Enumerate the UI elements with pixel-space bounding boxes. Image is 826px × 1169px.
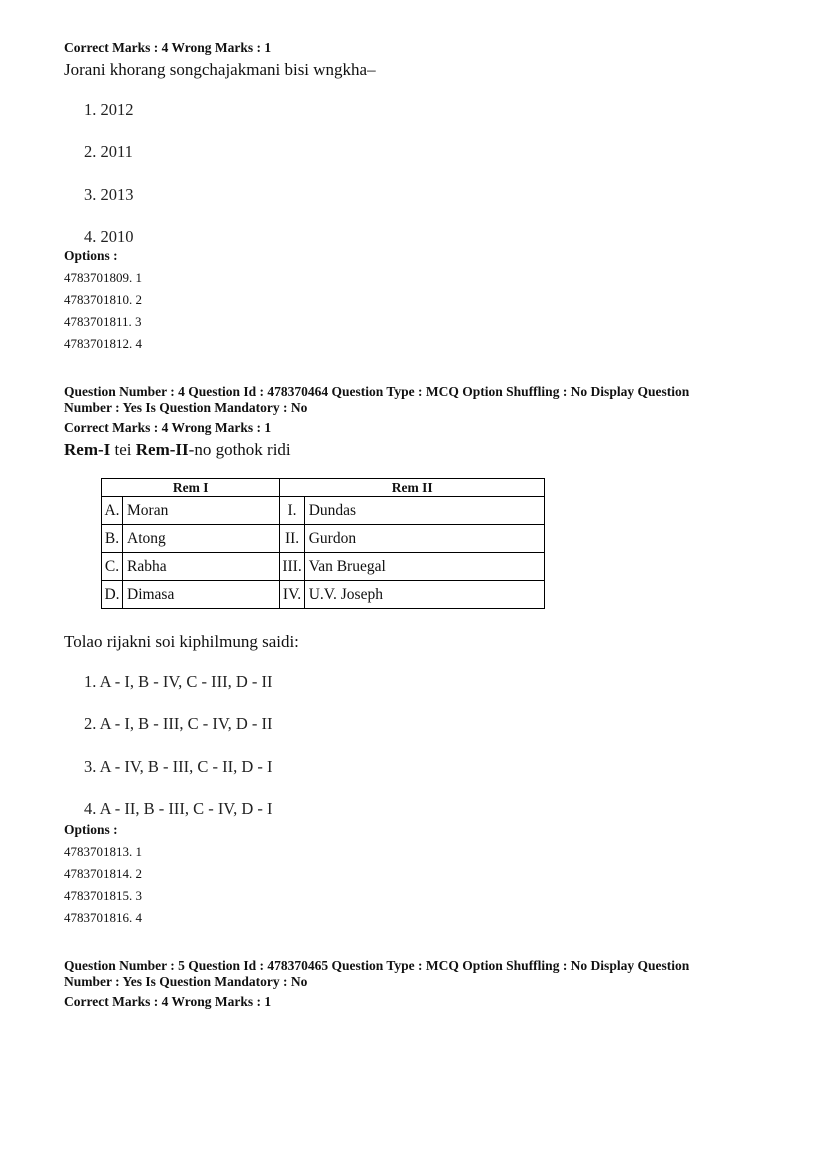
- q5-header-line-2: Number : Yes Is Question Mandatory : No: [64, 974, 308, 989]
- q4-choice-2: 2. A - I, B - III, C - IV, D - II: [84, 714, 273, 733]
- q3-choice-2: 2. 2011: [84, 142, 133, 161]
- q3-choice-3: 3. 2013: [84, 185, 134, 204]
- q4-header-line-2: Number : Yes Is Question Mandatory : No: [64, 400, 308, 415]
- table-header-row: [102, 479, 545, 497]
- q5-marks: Correct Marks : 4 Wrong Marks : 1: [64, 994, 272, 1009]
- q4-choice-3: 3. A - IV, B - III, C - II, D - I: [84, 757, 273, 776]
- row-value-1: Atong: [123, 525, 280, 553]
- row-value-2: Dundas: [304, 497, 544, 525]
- q4-option-id-1: 4783701813. 1: [64, 844, 142, 859]
- row-value-1: Dimasa: [123, 581, 280, 609]
- row-label-1: D.: [102, 581, 123, 609]
- row-label-2: IV.: [280, 581, 304, 609]
- row-label-2: I.: [280, 497, 304, 525]
- q4-choice-4: 4. A - II, B - III, C - IV, D - I: [84, 799, 273, 818]
- row-label-1: B.: [102, 525, 123, 553]
- q4-option-id-3: 4783701815. 3: [64, 888, 142, 903]
- q3-option-id-1: 4783701809. 1: [64, 270, 142, 285]
- q4-question-part-4: -no gothok ridi: [188, 440, 291, 459]
- row-value-2: Gurdon: [304, 525, 544, 553]
- q5-header-line-1: Question Number : 5 Question Id : 478370465 Question Type : MCQ Option Shuffling : No Display Question: [64, 958, 690, 973]
- row-label-1: A.: [102, 497, 123, 525]
- col-header-rem-1: Rem I: [102, 479, 280, 497]
- q4-choice-1: 1. A - I, B - IV, C - III, D - II: [84, 672, 273, 691]
- q4-question-part-1: Rem-I: [64, 440, 111, 459]
- matching-table: [101, 478, 545, 609]
- q4-marks: Correct Marks : 4 Wrong Marks : 1: [64, 420, 272, 435]
- table-row: [102, 497, 545, 525]
- q4-option-id-4: 4783701816. 4: [64, 910, 142, 925]
- q4-header-line-1: Question Number : 4 Question Id : 478370464 Question Type : MCQ Option Shuffling : No Display Question: [64, 384, 690, 399]
- table-row: [102, 581, 545, 609]
- q3-option-id-3: 4783701811. 3: [64, 314, 142, 329]
- row-value-2: Van Bruegal: [304, 553, 544, 581]
- q4-option-id-2: 4783701814. 2: [64, 866, 142, 881]
- row-label-1: C.: [102, 553, 123, 581]
- table-row: [102, 525, 545, 553]
- q3-choice-4: 4. 2010: [84, 227, 134, 246]
- q3-option-id-2: 4783701810. 2: [64, 292, 142, 307]
- q4-question-text: [64, 440, 291, 460]
- row-value-1: Rabha: [123, 553, 280, 581]
- q4-question-part-2: tei: [110, 440, 136, 459]
- q4-question-part-3: Rem-II: [135, 440, 189, 459]
- q4-options-label: Options :: [64, 822, 118, 837]
- q3-marks: Correct Marks : 4 Wrong Marks : 1: [64, 40, 272, 55]
- col-header-rem-2: Rem II: [280, 479, 545, 497]
- q3-choice-1: 1. 2012: [84, 100, 134, 119]
- row-label-2: III.: [280, 553, 304, 581]
- q3-question-text: Jorani khorang songchajakmani bisi wngkha–: [64, 60, 376, 79]
- table-row: [102, 553, 545, 581]
- q3-options-label: Options :: [64, 248, 118, 263]
- q3-option-id-4: 4783701812. 4: [64, 336, 142, 351]
- row-label-2: II.: [280, 525, 304, 553]
- row-value-1: Moran: [123, 497, 280, 525]
- row-value-2: U.V. Joseph: [304, 581, 544, 609]
- q4-prompt: Tolao rijakni soi kiphilmung saidi:: [64, 632, 299, 651]
